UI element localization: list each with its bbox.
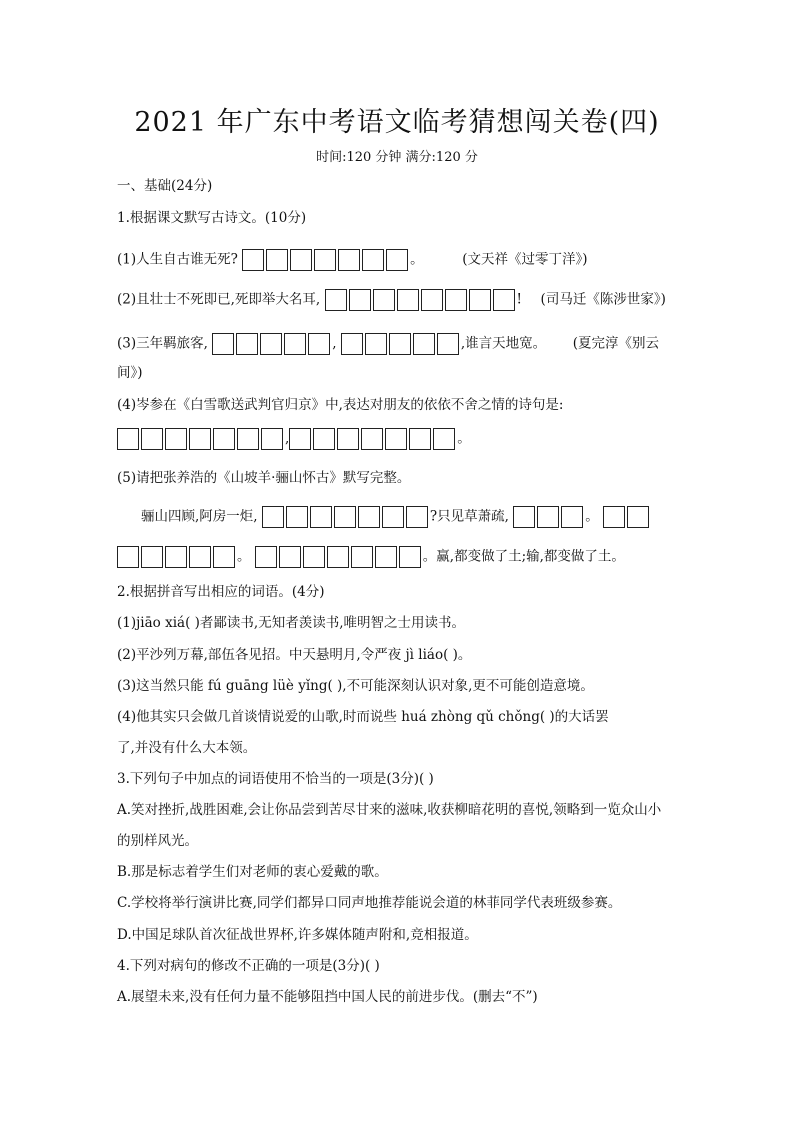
section-heading: 一、基础(24分) <box>117 178 213 194</box>
q1-item-5-line1: 骊山四顾,阿房一炬, ?只见草萧疏, 。 <box>141 506 651 528</box>
answer-boxes[interactable] <box>262 506 430 528</box>
answer-boxes[interactable] <box>603 506 651 528</box>
q1-item-1: (1)人生自古谁无死? 。 (文天祥《过零丁洋》) <box>117 249 588 271</box>
q1-item-2: (2)且壮士不死即已,死即举大名耳, ! (司马迁《陈涉世家》) <box>117 289 666 311</box>
q2-item-1: (1)jiāo xiá( )者鄙读书,无知者羡读书,唯明智之士用读书。 <box>117 615 465 631</box>
q4-option-a: A.展望未来,没有任何力量不能够阻挡中国人民的前进步伐。(删去“不”) <box>117 989 538 1005</box>
q3-option-b: B.那是标志着学生们对老师的衷心爱戴的歌。 <box>117 864 388 880</box>
q4-heading: 4.下列对病句的修改不正确的一项是(3分)( ) <box>117 958 380 974</box>
q3-option-a-cont: 的别样风光。 <box>117 833 198 849</box>
exam-title: 2021 年广东中考语文临考猜想闯关卷(四) <box>134 107 660 138</box>
q1-item-1-source: (文天祥《过零丁洋》) <box>462 251 588 268</box>
answer-boxes[interactable] <box>212 333 332 355</box>
q2-item-2: (2)平沙列万幕,部伍各见招。中天悬明月,令严夜 jì liáo( )。 <box>117 647 472 663</box>
q2-heading: 2.根据拼音写出相应的词语。(4分) <box>117 584 325 600</box>
q1-heading: 1.根据课文默写古诗文。(10分) <box>117 210 307 226</box>
q1-item-1-text: (1)人生自古谁无死? <box>117 251 238 268</box>
answer-boxes[interactable] <box>341 333 461 355</box>
answer-boxes[interactable] <box>325 289 517 311</box>
answer-boxes[interactable] <box>242 249 410 271</box>
exam-subtitle: 时间:120 分钟 满分:120 分 <box>316 150 478 165</box>
answer-boxes[interactable] <box>513 506 585 528</box>
q1-item-3-cont: 间》) <box>117 365 143 381</box>
q3-option-a: A.笑对挫折,战胜困难,会让你品尝到苦尽甘来的滋味,收获柳暗花明的喜悦,领略到一览众山小 <box>117 802 662 818</box>
answer-boxes[interactable] <box>289 428 457 450</box>
answer-boxes[interactable] <box>255 546 423 568</box>
q3-option-c: C.学校将举行演讲比赛,同学们都异口同声地推荐能说会道的林菲同学代表班级参赛。 <box>117 895 622 911</box>
q1-item-4: (4)岑参在《白雪歌送武判官归京》中,表达对朋友的依依不舍之情的诗句是: <box>117 397 564 413</box>
q2-item-3: (3)这当然只能 fú guāng lüè yǐng( ),不可能深刻认识对象,更不可能创造意境。 <box>117 678 594 694</box>
q3-heading: 3.下列句子中加点的词语使用不恰当的一项是(3分)( ) <box>117 771 434 787</box>
answer-boxes[interactable] <box>117 428 285 450</box>
q2-item-4: (4)他其实只会做几首谈情说爱的山歌,时而说些 huá zhòng qǔ chǒng( )的大话罢 <box>117 709 609 725</box>
q1-item-4-answer: , 。 <box>117 428 471 450</box>
q1-item-5: (5)请把张养浩的《山坡羊·骊山怀古》默写完整。 <box>117 470 411 486</box>
q1-item-5-line2: 。 。赢,都变做了土;输,都变做了土。 <box>117 546 625 568</box>
q1-item-3: (3)三年羁旅客, , ,谁言天地宽。 (夏完淳《别云 <box>117 333 659 355</box>
q3-option-d: D.中国足球队首次征战世界杯,许多媒体随声附和,竞相报道。 <box>117 927 478 943</box>
q2-item-4-cont: 了,并没有什么大本领。 <box>117 740 257 756</box>
answer-boxes[interactable] <box>117 546 237 568</box>
